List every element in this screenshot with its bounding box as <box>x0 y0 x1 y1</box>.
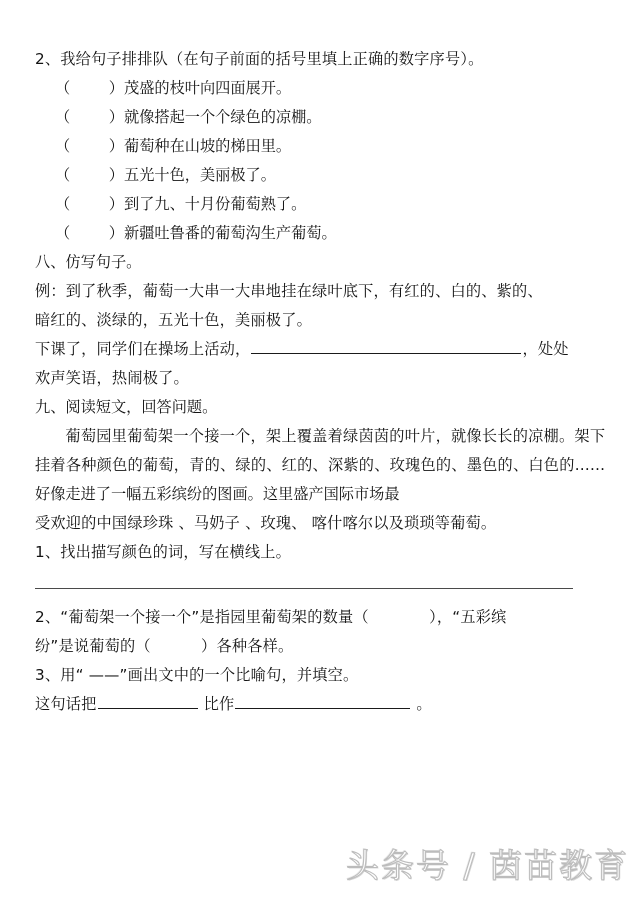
exercise-2-prompt: 2、我给句子排排队（在句子前面的括号里填上正确的数字序号）。 <box>35 50 484 68</box>
section-9-heading: 九、阅读短文，回答问题。 <box>35 398 218 416</box>
fill-blank-subject[interactable] <box>98 693 198 709</box>
answer-parenthesis-1[interactable]: （ ） <box>55 108 124 126</box>
answer-parenthesis-0[interactable]: （ ） <box>55 79 124 97</box>
reading-passage-last-line: 受欢迎的中国绿珍珠 、马奶子 、玫瑰、 喀什喀尔以及琐琐等葡萄。 <box>35 514 497 532</box>
answer-parenthesis-2[interactable]: （ ） <box>55 137 124 155</box>
question-3-suffix-text: 。 <box>411 695 432 713</box>
list-item <box>35 74 605 103</box>
section-9-question-2-line-2: 纷”是说葡萄的（ ）各种各样。 <box>35 637 294 655</box>
list-item-text: 新疆吐鲁番的葡萄沟生产葡萄。 <box>124 224 337 242</box>
section-8-example-line-2: 暗红的、淡绿的，五光十色，美丽极了。 <box>35 311 312 329</box>
list-item-text: 就像搭起一个个绿色的凉棚。 <box>124 108 322 126</box>
list-item-text: 五光十色，美丽极了。 <box>124 166 276 184</box>
section-9-question-2-line-1: 2、“葡萄架一个接一个”是指园里葡萄架的数量（ ），“五彩缤 <box>35 608 507 626</box>
list-item <box>35 219 605 248</box>
answer-parenthesis-4[interactable]: （ ） <box>55 195 124 213</box>
list-item <box>35 190 605 219</box>
answer-line-rule[interactable] <box>35 588 573 589</box>
list-item <box>35 161 605 190</box>
section-8-practice-line-1 <box>35 335 605 364</box>
list-item <box>35 103 605 132</box>
list-item-text: 到了九、十月份葡萄熟了。 <box>124 195 307 213</box>
section-9-question-3: 3、用“ ——”画出文中的一个比喻句，并填空。 <box>35 666 359 684</box>
list-item-text: 茂盛的枝叶向四面展开。 <box>124 79 292 97</box>
answer-parenthesis-3[interactable]: （ ） <box>55 166 124 184</box>
section-8-practice-line-2: 欢声笑语，热闹极了。 <box>35 369 189 387</box>
practice-prefix-text: 下课了，同学们在操场上活动， <box>35 340 251 358</box>
answer-parenthesis-5[interactable]: （ ） <box>55 224 124 242</box>
practice-suffix-text: ，处处 <box>522 340 569 358</box>
section-9-question-1: 1、找出描写颜色的词，写在横线上。 <box>35 543 292 561</box>
question-3-middle-text: 比作 <box>198 695 235 713</box>
watermark: 头条号 / 茵苗教育 <box>346 846 630 885</box>
reading-passage: 葡萄园里葡萄架一个接一个，架上覆盖着绿茵茵的叶片，就像长长的凉棚。架下挂着各种颜色的葡萄，青的、绿的、红的、深紫的、玫瑰色的、墨色的、白色的……好像走进了一幅五彩缤纷的图画。这里盛产国际市场最 <box>35 427 605 503</box>
section-8-example-line-1: 例：到了秋季，葡萄一大串一大串地挂在绿叶底下，有红的、白的、紫的、 <box>35 282 543 300</box>
fill-blank-practice[interactable] <box>251 338 521 354</box>
fill-blank-metaphor[interactable] <box>235 693 410 709</box>
list-item <box>35 132 605 161</box>
worksheet-content <box>35 45 605 719</box>
section-9-question-3-answer-row <box>35 690 605 719</box>
section-8-heading: 八、仿写句子。 <box>35 253 142 271</box>
list-item-text: 葡萄种在山坡的梯田里。 <box>124 137 292 155</box>
question-3-prefix-text: 这句话把 <box>35 695 97 713</box>
